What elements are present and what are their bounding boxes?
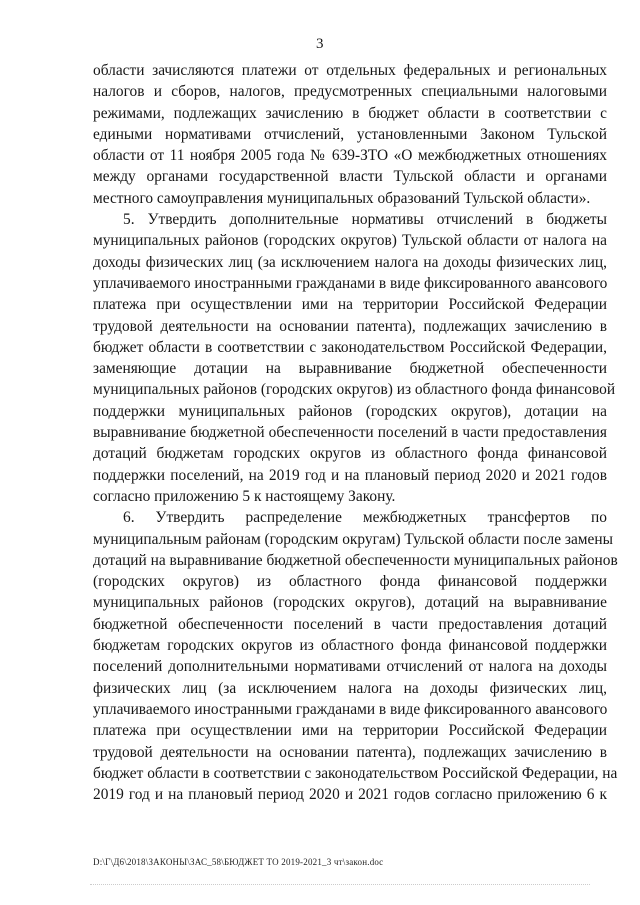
text-line: согласно приложению 5 к настоящему Закону. bbox=[93, 487, 396, 505]
text-line: области зачисляются платежи от отдельных федеральных и региональных bbox=[93, 62, 607, 79]
text-line: уплачиваемого иностранными гражданами в виде фиксированного авансового bbox=[93, 274, 608, 292]
paragraph-6-start: 6. Утвердить распределение межбюджетных трансфертов по bbox=[123, 509, 607, 527]
text-line: между органами государственной власти Тульской области и органами bbox=[93, 168, 607, 186]
text-line: бюджетной обеспеченности поселений в части предоставления дотаций bbox=[93, 615, 607, 633]
file-path-footer: D:\Г\Д6\2018\ЗАКОНЫ\ЗАС_58\БЮДЖЕТ ТО 2019-2021_3 чт\закон.doc bbox=[93, 857, 384, 867]
text-line: бюджет области в соответствии с законодательством Российской Федерации, bbox=[93, 338, 607, 356]
text-line: (городских округов) из областного фонда финансовой поддержки bbox=[93, 573, 607, 591]
text-line: поддержки муниципальных районов (городских округов), дотации на bbox=[93, 402, 607, 420]
text-line: заменяющие дотации на выравнивание бюджетной обеспеченности bbox=[93, 360, 607, 378]
text-line: 2019 год и на плановый период 2020 и 2021 годов согласно приложению 6 к bbox=[93, 786, 607, 804]
paragraph-5-start: 5. Утвердить дополнительные нормативы отчислений в бюджеты bbox=[123, 211, 607, 229]
page-number: 3 bbox=[316, 36, 324, 52]
text-line: области от 11 ноября 2005 года № 639-ЗТО «О межбюджетных отношениях bbox=[93, 147, 607, 165]
text-line: поселений дополнительными нормативами отчислений от налога на доходы bbox=[93, 658, 607, 676]
text-line: платежа при осуществлении ими на территории Российской Федерации bbox=[93, 296, 607, 314]
text-line: дотаций на выравнивание бюджетной обеспеченности муниципальных районов bbox=[93, 551, 618, 569]
text-line: муниципальным районам (городским округам) Тульской области после замены bbox=[93, 530, 613, 548]
text-line: трудовой деятельности на основании патента), подлежащих зачислению в bbox=[93, 743, 607, 761]
document-body bbox=[93, 60, 618, 805]
text-line: поддержки поселений, на 2019 год и на плановый период 2020 и 2021 годов bbox=[93, 466, 607, 484]
text-line: дотаций бюджетам городских округов из областного фонда финансовой bbox=[93, 445, 607, 463]
scan-artifact-line bbox=[90, 884, 590, 886]
text-line: физических лиц (за исключением налога на доходы физических лиц, bbox=[93, 679, 607, 697]
text-line: муниципальных районов (городских округов), дотаций на выравнивание bbox=[93, 594, 607, 612]
text-line: бюджет области в соответствии с законодательством Российской Федерации, на bbox=[93, 764, 618, 782]
text-line: выравнивание бюджетной обеспеченности поселений в части предоставления bbox=[93, 424, 607, 442]
text-line: местного самоуправления муниципальных образований Тульской области». bbox=[93, 189, 591, 207]
text-line: муниципальных районов (городских округов) из областного фонда финансовой bbox=[93, 381, 616, 399]
text-line: трудовой деятельности на основании патента), подлежащих зачислению в bbox=[93, 317, 607, 335]
text-line: налогов и сборов, налогов, предусмотренных специальными налоговыми bbox=[93, 83, 607, 101]
text-line: платежа при осуществлении ими на территории Российской Федерации bbox=[93, 722, 607, 740]
text-line: доходы физических лиц (за исключением налога на доходы физических лиц, bbox=[93, 253, 607, 271]
text-line: муниципальных районов (городских округов) Тульской области от налога на bbox=[93, 232, 607, 250]
text-line: бюджетам городских округов из областного фонда финансовой поддержки bbox=[93, 637, 607, 655]
text-line: едиными нормативами отчислений, установленными Законом Тульской bbox=[93, 125, 607, 143]
text-line: уплачиваемого иностранными гражданами в виде фиксированного авансового bbox=[93, 700, 608, 718]
text-line: режимами, подлежащих зачислению в бюджет области в соответствии с bbox=[93, 104, 607, 122]
